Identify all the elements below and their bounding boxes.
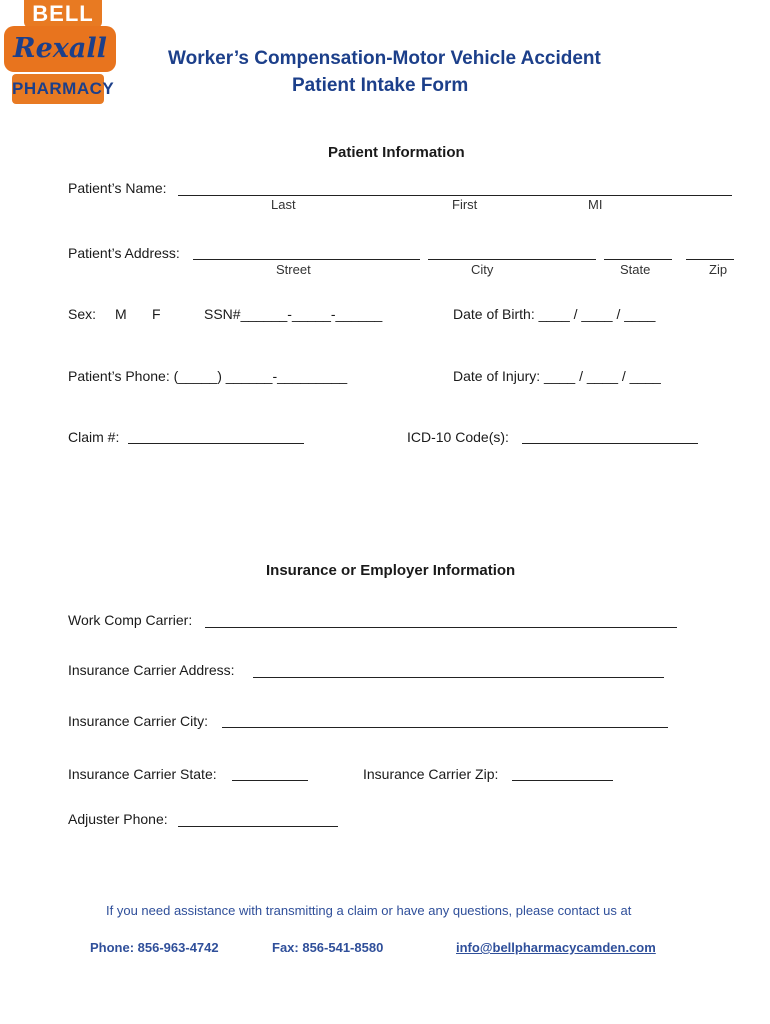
address-sub-city: City: [471, 262, 494, 277]
carrier-zip-label: Insurance Carrier Zip:: [363, 766, 499, 782]
sex-option-m[interactable]: M: [115, 306, 127, 322]
logo-text-bell: BELL: [32, 1, 94, 26]
name-sub-last: Last: [271, 197, 296, 212]
contact-fax: Fax: 856-541-8580: [272, 940, 384, 955]
address-sub-zip: Zip: [709, 262, 728, 277]
address-sub-state: State: [620, 262, 651, 277]
name-sub-first: First: [452, 197, 478, 212]
logo-text-pharmacy: PHARMACY: [12, 79, 115, 98]
assistance-text: If you need assistance with transmitting a claim or have any questions, please contact us at: [106, 903, 632, 918]
address-state-field[interactable]: [604, 259, 672, 260]
adjuster-phone-field[interactable]: [178, 826, 338, 827]
sex-option-f[interactable]: F: [152, 306, 161, 322]
patient-name-label: Patient’s Name:: [68, 180, 167, 196]
carrier-city-field[interactable]: [222, 727, 668, 728]
address-zip-field[interactable]: [686, 259, 734, 260]
address-street-field[interactable]: [193, 259, 420, 260]
carrier-state-field[interactable]: [232, 780, 308, 781]
adjuster-phone-label: Adjuster Phone:: [68, 811, 168, 827]
icd10-label: ICD-10 Code(s):: [407, 429, 509, 445]
work-comp-carrier-field[interactable]: [205, 627, 677, 628]
icd10-field[interactable]: [522, 443, 698, 444]
date-of-birth-field[interactable]: Date of Birth: ____ / ____ / ____: [453, 306, 656, 322]
sex-label: Sex:: [68, 306, 97, 322]
work-comp-carrier-label: Work Comp Carrier:: [68, 612, 193, 628]
carrier-address-label: Insurance Carrier Address:: [68, 662, 235, 678]
claim-field[interactable]: [128, 443, 304, 444]
contact-phone: Phone: 856-963-4742: [90, 940, 219, 955]
name-sub-mi: MI: [588, 197, 603, 212]
carrier-zip-field[interactable]: [512, 780, 613, 781]
carrier-address-field[interactable]: [253, 677, 664, 678]
patient-address-label: Patient’s Address:: [68, 245, 180, 261]
form-title-line1: Worker’s Compensation-Motor Vehicle Accident: [168, 48, 601, 69]
form-title-line2: Patient Intake Form: [292, 75, 469, 96]
logo-text-rexall: Rexall: [13, 33, 107, 64]
patient-name-field[interactable]: [178, 195, 732, 196]
address-sub-street: Street: [276, 262, 311, 277]
insurance-info-heading: Insurance or Employer Information: [266, 562, 516, 579]
carrier-state-label: Insurance Carrier State:: [68, 766, 217, 782]
contact-email-link[interactable]: info@bellpharmacycamden.com: [456, 940, 656, 955]
claim-label: Claim #:: [68, 429, 120, 445]
date-of-injury-field[interactable]: Date of Injury: ____ / ____ / ____: [453, 368, 661, 384]
patient-phone-field[interactable]: Patient’s Phone: (_____) ______-_________: [68, 368, 348, 384]
ssn-field[interactable]: SSN#______-_____-______: [204, 306, 383, 322]
address-city-field[interactable]: [428, 259, 596, 260]
patient-info-heading: Patient Information: [328, 144, 465, 161]
carrier-city-label: Insurance Carrier City:: [68, 713, 209, 729]
